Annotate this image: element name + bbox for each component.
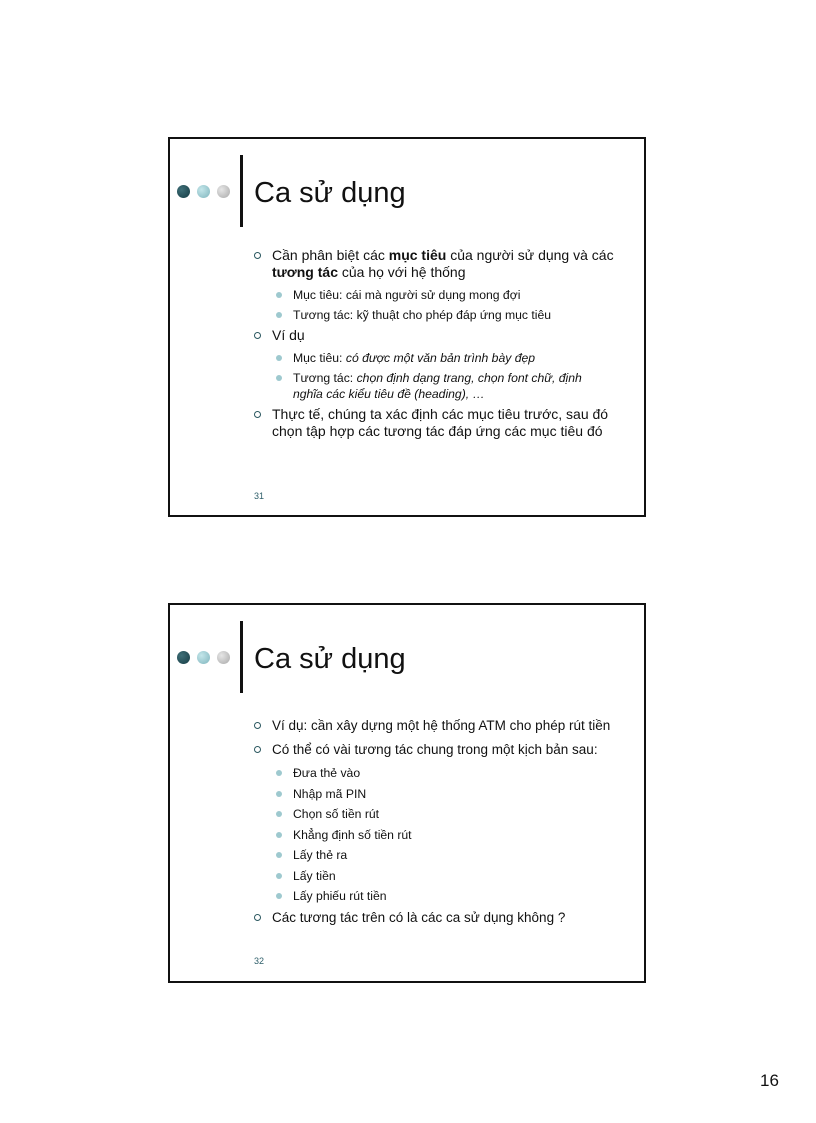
sub-bullet-text: Mục tiêu:	[293, 351, 346, 365]
bullet-item	[254, 717, 614, 735]
bullet-item	[254, 741, 614, 759]
step-text: Khẳng định số tiền rút	[293, 827, 412, 842]
dot-bullet-icon	[276, 893, 282, 899]
dot-bullet-icon	[276, 852, 282, 858]
bullet-text: Các tương tác trên có là các ca sử dụng không ?	[272, 909, 566, 925]
dark-dot-icon	[177, 185, 190, 198]
step-text: Lấy phiếu rút tiền	[293, 889, 387, 903]
slide-title: Ca sử dụng	[254, 643, 406, 675]
dot-bullet-icon	[276, 292, 282, 298]
gray-dot-icon	[217, 185, 230, 198]
slide-content	[254, 247, 614, 446]
dot-bullet-icon	[276, 791, 282, 797]
dot-bullet-icon	[276, 312, 282, 318]
step-text: Lấy tiền	[293, 868, 336, 883]
dot-bullet-icon	[276, 832, 282, 838]
circle-bullet-icon	[254, 722, 261, 729]
italic-example: chọn định dạng trang, chọn font chữ, định nghĩa các kiểu tiêu đề (heading), …	[293, 371, 582, 401]
bullet-text: Có thể có vài tương tác chung trong một kịch bản sau:	[272, 742, 598, 757]
decorative-dots	[177, 185, 237, 201]
bullet-text: của người sử dụng và các	[446, 247, 614, 263]
bullet-text: của họ với hệ thống	[337, 264, 466, 280]
slide-number: 31	[254, 491, 265, 501]
sub-bullet-item	[276, 307, 614, 323]
bullet-item	[254, 406, 614, 440]
circle-bullet-icon	[254, 252, 261, 259]
step-text: Nhập mã PIN	[293, 786, 367, 801]
bullet-text: Ví dụ	[272, 327, 305, 343]
sub-bullet-item	[276, 350, 614, 366]
title-divider	[240, 155, 243, 227]
slide-31	[168, 137, 646, 517]
dark-dot-icon	[177, 651, 190, 664]
dot-bullet-icon	[276, 770, 282, 776]
slide-32	[168, 603, 646, 983]
scenario-step	[276, 765, 614, 781]
bullet-item	[254, 327, 614, 344]
circle-bullet-icon	[254, 411, 261, 418]
bullet-text: Thực tế, chúng ta xác định các mục tiêu trước, sau đó chọn tập hợp các tương tác đáp ứng các mục tiêu đó	[272, 406, 609, 439]
teal-dot-icon	[197, 185, 210, 198]
slide-title: Ca sử dụng	[254, 177, 406, 209]
dot-bullet-icon	[276, 375, 282, 381]
scenario-step	[276, 868, 614, 884]
title-divider	[240, 621, 243, 693]
step-text: Chọn số tiền rút	[293, 807, 380, 821]
slide-content	[254, 717, 614, 933]
bullet-text: Cần phân biệt các	[272, 247, 389, 263]
sub-bullet-text: Mục tiêu: cái mà người sử dụng mong đợi	[293, 288, 521, 302]
bullet-text: Ví dụ: cần xây dựng một hệ thống ATM cho phép rút tiền	[272, 718, 611, 733]
circle-bullet-icon	[254, 914, 261, 921]
sub-bullet-item	[276, 287, 614, 303]
page-number: 16	[760, 1071, 779, 1090]
sub-bullet-text: Tương tác: kỹ thuật cho phép đáp ứng mục tiêu	[293, 308, 552, 322]
scenario-step	[276, 888, 614, 904]
circle-bullet-icon	[254, 746, 261, 753]
circle-bullet-icon	[254, 332, 261, 339]
italic-example: có được một văn bản trình bày đẹp	[345, 351, 536, 365]
step-text: Đưa thẻ vào	[293, 766, 361, 780]
gray-dot-icon	[217, 651, 230, 664]
bold-term: mục tiêu	[388, 247, 447, 263]
decorative-dots	[177, 651, 237, 667]
step-text: Lấy thẻ ra	[293, 848, 348, 862]
scenario-step	[276, 806, 614, 822]
sub-bullet-item	[276, 370, 614, 402]
bold-term: tương tác	[272, 264, 338, 280]
scenario-step	[276, 786, 614, 802]
slide-number: 32	[254, 956, 265, 966]
dot-bullet-icon	[276, 355, 282, 361]
teal-dot-icon	[197, 651, 210, 664]
dot-bullet-icon	[276, 811, 282, 817]
scenario-step	[276, 847, 614, 863]
sub-bullet-text: Tương tác:	[293, 371, 357, 385]
bullet-item	[254, 247, 614, 281]
dot-bullet-icon	[276, 873, 282, 879]
scenario-step	[276, 827, 614, 843]
bullet-item	[254, 909, 614, 927]
